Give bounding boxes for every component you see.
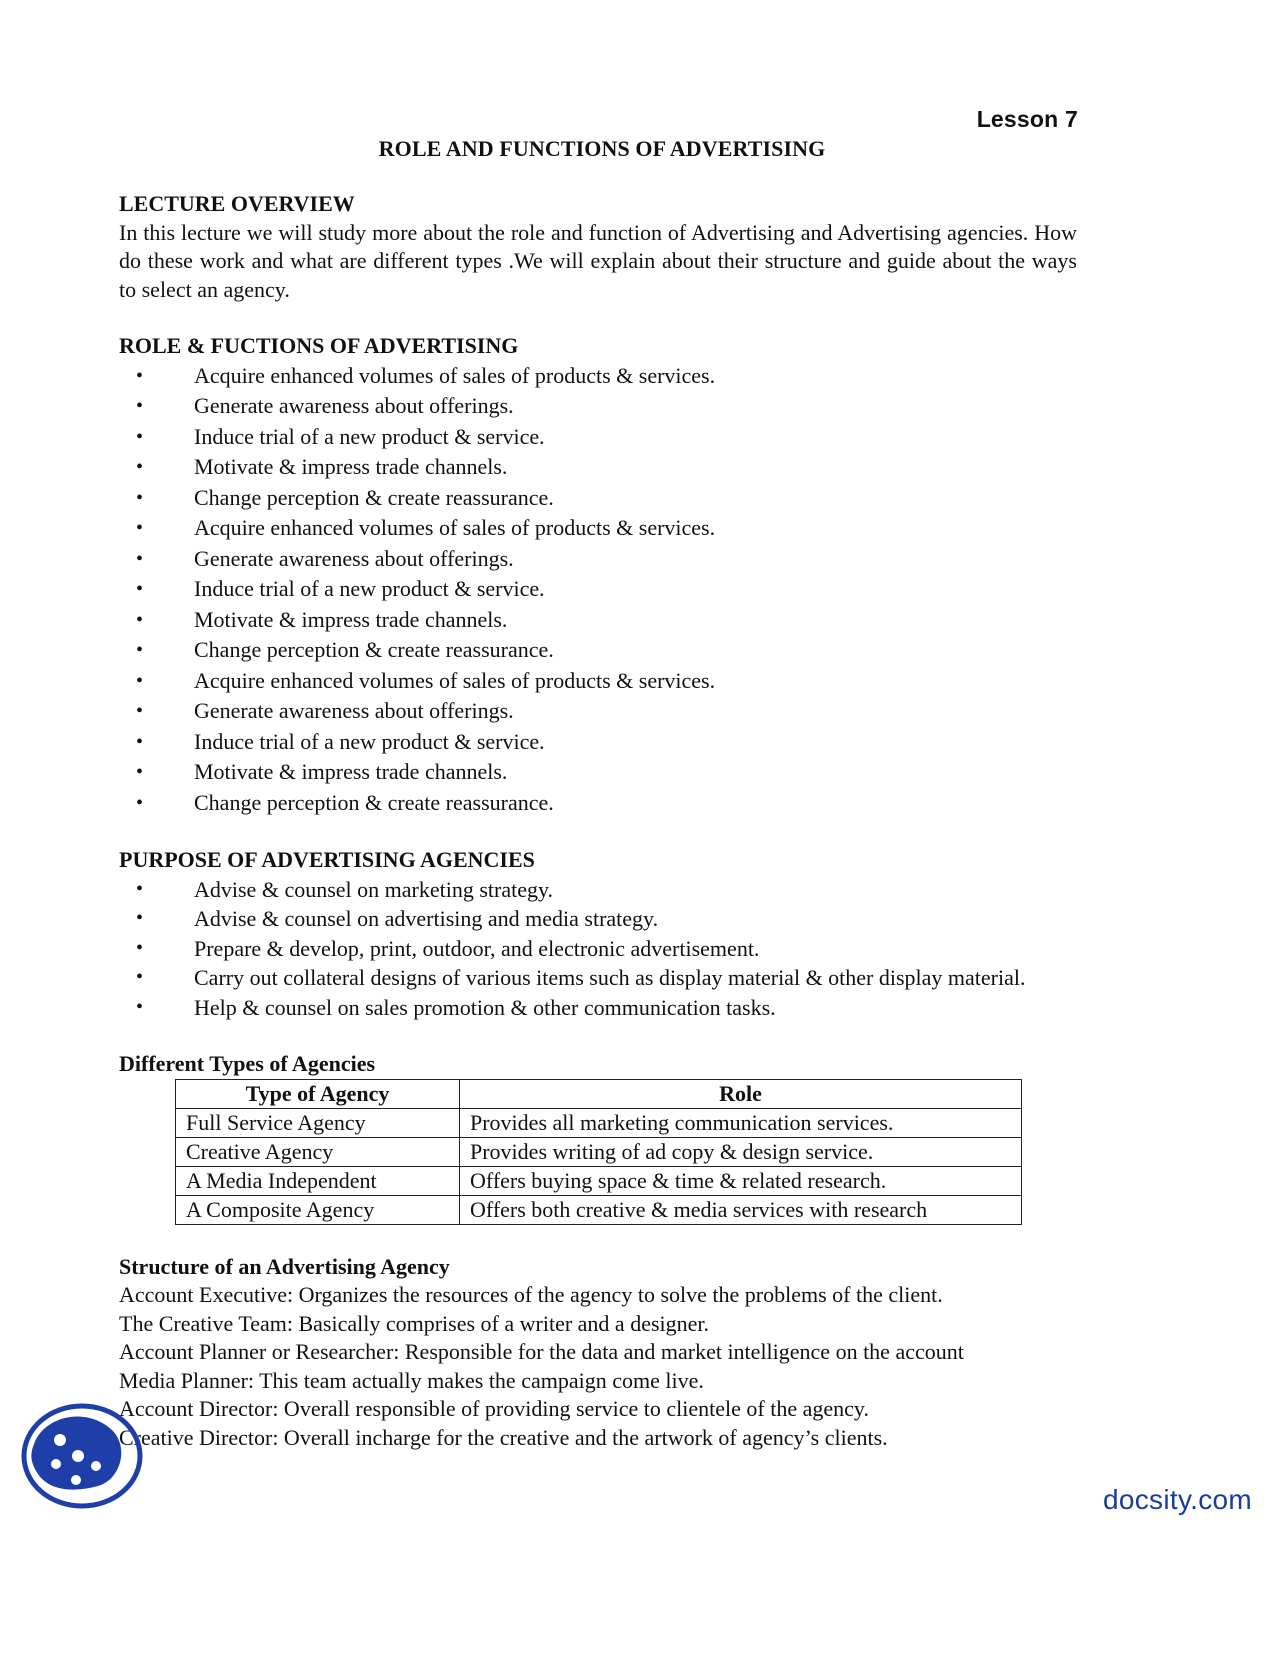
agency-types-heading: Different Types of Agencies [119,1051,376,1076]
document-body [119,190,1077,1452]
bullet-icon: • [136,936,144,959]
list-item-text: Motivate & impress trade channels. [194,454,508,479]
docsity-logo-icon [20,1400,148,1512]
list-item [119,391,1077,422]
list-item-text: Acquire enhanced volumes of sales of products & services. [194,515,716,540]
list-item [119,361,1077,392]
agency-types-table-wrap [175,1079,1077,1225]
purpose-heading: PURPOSE OF ADVERTISING AGENCIES [119,847,535,872]
agency-types-table [175,1079,1022,1225]
list-item-text: Acquire enhanced volumes of sales of products & services. [194,362,716,388]
bullet-icon: • [136,425,144,448]
structure-line: The Creative Team: Basically comprises of a writer and a designer. [119,1310,710,1336]
list-item [119,757,1077,788]
list-item-text: Prepare & develop, print, outdoor, and electronic advertisement. [194,935,760,961]
agency-role-cell: Provides writing of ad copy & design service. [460,1137,1022,1166]
list-item [119,934,1077,964]
list-item [119,574,1077,605]
list-item-text: Generate awareness about offerings. [194,393,514,418]
list-item [119,513,1077,544]
list-item-text: Motivate & impress trade channels. [194,759,508,784]
list-item [119,452,1077,483]
structure-line: Creative Director: Overall incharge for the creative and the artwork of agency’s clients. [119,1424,888,1450]
list-item-text: Change perception & create reassurance. [194,637,554,662]
table-row [176,1137,1022,1166]
list-item-text: Advise & counsel on marketing strategy. [194,876,554,902]
bullet-icon: • [136,547,144,570]
bullet-icon: • [136,761,144,783]
list-item [119,666,1077,697]
agency-role-cell: Offers both creative & media services with research [460,1195,1022,1224]
overview-heading: LECTURE OVERVIEW [119,191,355,216]
list-item [119,904,1077,934]
roles-heading: ROLE & FUCTIONS OF ADVERTISING [119,333,519,358]
table-header-row [176,1079,1022,1108]
bullet-icon: • [136,456,144,478]
list-item [119,605,1077,636]
list-item-text: Generate awareness about offerings. [194,698,514,723]
structure-heading: Structure of an Advertising Agency [119,1253,450,1279]
list-item [119,422,1077,453]
bullet-icon: • [136,995,144,1018]
table-row [176,1166,1022,1195]
structure-line: Account Director: Overall responsible of providing service to clientele of the agency. [119,1396,869,1421]
bullet-icon: • [136,907,144,929]
list-item-text: Induce trial of a new product & service. [194,423,545,449]
list-item-text: Change perception & create reassurance. [194,789,554,815]
list-item [119,696,1077,727]
list-item [119,635,1077,666]
list-item [119,875,1077,905]
document-title: ROLE AND FUNCTIONS OF ADVERTISING [378,136,826,161]
table-row [176,1195,1022,1224]
agency-type-cell: Full Service Agency [176,1108,460,1137]
list-item-text: Change perception & create reassurance. [194,484,554,510]
agency-role-cell: Provides all marketing communication services. [460,1108,1022,1137]
list-item [119,788,1077,819]
bullet-icon: • [136,791,144,814]
list-item-text: Generate awareness about offerings. [194,545,514,571]
bullet-icon: • [136,966,144,988]
list-item-text: Advise & counsel on advertising and media strategy. [194,906,659,931]
table-row [176,1108,1022,1137]
bullet-icon: • [136,364,144,387]
column-header-role: Role [460,1079,1022,1108]
purpose-list [119,875,1077,1023]
agency-role-cell: Offers buying space & time & related research. [460,1166,1022,1195]
list-item [119,993,1077,1023]
structure-line: Account Planner or Researcher: Responsible for the data and market intelligence on the account [119,1339,964,1364]
bullet-icon: • [136,608,144,631]
bullet-icon: • [136,517,144,539]
bullet-icon: • [136,639,144,661]
roles-list [119,361,1077,819]
bullet-icon: • [136,486,144,509]
list-item-text: Induce trial of a new product & service. [194,728,545,754]
column-header-type: Type of Agency [176,1079,460,1108]
bullet-icon: • [136,730,144,753]
agency-type-cell: A Media Independent [176,1166,460,1195]
agency-type-cell: Creative Agency [176,1137,460,1166]
structure-section [119,1253,1077,1453]
bullet-icon: • [136,700,144,722]
list-item [119,727,1077,758]
agency-type-cell: A Composite Agency [176,1195,460,1224]
list-item [119,963,1077,993]
structure-line: Account Executive: Organizes the resources of the agency to solve the problems of the client. [119,1282,943,1307]
structure-line: Media Planner: This team actually makes the campaign come live. [119,1367,704,1393]
list-item-text: Motivate & impress trade channels. [194,606,508,632]
docsity-watermark: docsity.com [1103,1484,1253,1515]
lesson-number: Lesson 7 [976,106,1078,132]
bullet-icon: • [136,877,144,900]
list-item-text: Carry out collateral designs of various items such as display material & other display material. [194,965,1026,990]
bullet-icon: • [136,669,144,692]
list-item [119,544,1077,575]
overview-text: In this lecture we will study more about the role and function of Advertising and Advertising agencies. How do these work and what are different types .We will explain about their structure and guide about the ways to select an agency. [119,219,1077,302]
bullet-icon: • [136,578,144,600]
list-item [119,483,1077,514]
list-item-text: Acquire enhanced volumes of sales of products & services. [194,667,716,693]
list-item-text: Help & counsel on sales promotion & other communication tasks. [194,994,776,1020]
list-item-text: Induce trial of a new product & service. [194,576,545,601]
bullet-icon: • [136,395,144,417]
